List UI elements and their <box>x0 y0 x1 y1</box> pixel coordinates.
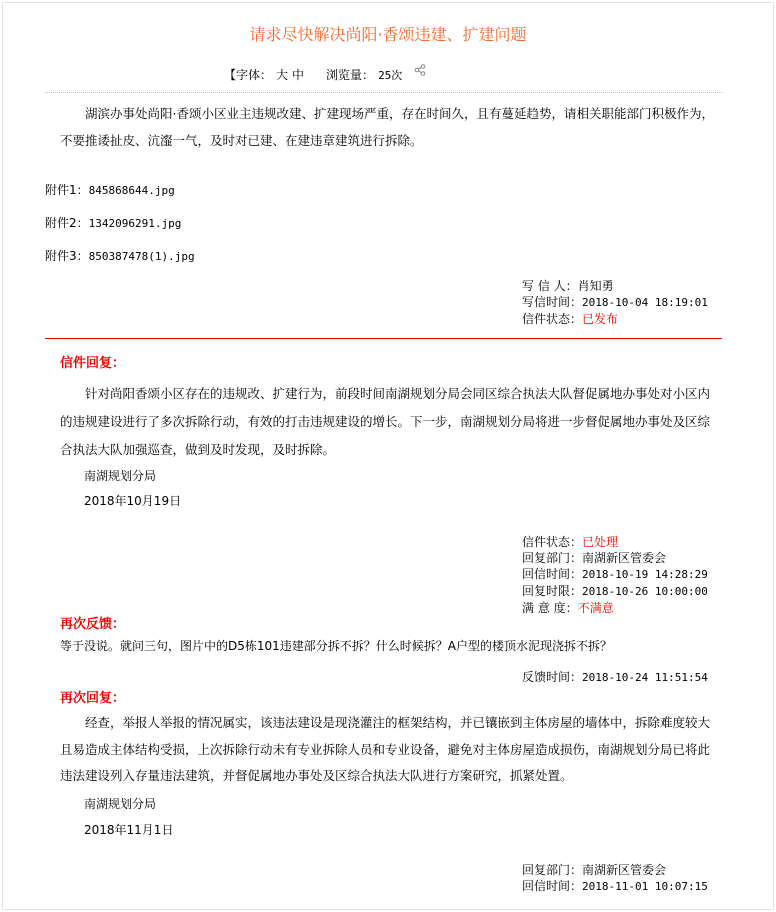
status-badge: 已发布 <box>582 312 619 326</box>
font-label: 【字体： <box>224 68 273 82</box>
reply-meta: 信件状态：已处理 回复部门：南湖新区管委会 回信时间：2018-10-19 14:28:29 回复时限：2018-10-26 10:00:00 满 意 度：不满意 <box>522 535 708 615</box>
share-icon[interactable] <box>414 64 426 79</box>
reply-body: 针对尚阳香颂小区存在的违规改、扩建行为，前段时间南湖规划分局会同区综合执法大队督促属地办事处对小区内的违规建设进行了多次拆除行动，有效的打击违规建设的增长。下一步，南湖规划分局将进一步督促属地办事处及区综合执法大队加强巡查，做到及时发现，及时拆除。 <box>60 386 711 457</box>
attachment-2[interactable]: 附件2：1342096291.jpg <box>45 216 182 230</box>
feedback-heading: 再次反馈： <box>60 617 126 632</box>
reply2-date: 2018年11月1日 <box>84 823 174 837</box>
divider <box>45 92 722 93</box>
reply2-signer: 南湖规划分局 <box>84 797 157 811</box>
reply2-body: 经查，举报人举报的情况属实，该违法建设是现浇灌注的框架结构，并已镶嵌到主体房屋的墙体中，拆除难度较大且易造成主体结构受损，上次拆除行动未有专业拆除人员和专业设备，避免对主体房屋造成损伤，南湖规划分局已将此违法建设列入存量违法建筑，并督促属地办事处及区综合执法大队进行方案研究，抓紧处置。 <box>60 715 711 783</box>
font-large-button[interactable]: 大 <box>276 68 289 82</box>
reply-signer: 南湖规划分局 <box>84 469 157 483</box>
views-label: 浏览量： <box>326 68 375 82</box>
font-toolbar <box>224 66 406 83</box>
font-medium-button[interactable]: 中 <box>292 68 305 82</box>
letter-body: 湖滨办事处尚阳·香颂小区业主违规改建、扩建现场严重，存在时间久，且有蔓延趋势，请相关职能部门积极作为，不要推诿扯皮、沆瀣一气，及时对已建、在建违章建筑进行拆除。 <box>60 106 714 148</box>
reply2-meta: 回复部门：南湖新区管委会 回信时间：2018-11-01 10:07:15 <box>522 863 708 893</box>
attachment-3[interactable]: 附件3：850387478(1).jpg <box>45 249 195 263</box>
attachment-1[interactable]: 附件1：845868644.jpg <box>45 183 175 197</box>
views-value: 25次 <box>378 69 403 82</box>
feedback-meta: 反馈时间：2018-10-24 11:51:54 <box>522 670 708 684</box>
reply-heading: 信件回复： <box>60 356 126 371</box>
reply2-heading: 再次回复： <box>60 691 126 706</box>
red-divider <box>45 338 722 339</box>
letter-meta: 写 信 人：肖知勇 写信时间：2018-10-04 18:19:01 信件状态：已发布 <box>522 279 708 326</box>
feedback-body: 等于没说。就问三句，图片中的D5栋101违建部分拆不拆？什么时候拆？A户型的楼顶水泥现浇拆不拆？ <box>60 639 612 653</box>
reply-date: 2018年10月19日 <box>84 494 182 508</box>
page-title: 请求尽快解决尚阳·香颂违建、扩建问题 <box>249 25 527 44</box>
